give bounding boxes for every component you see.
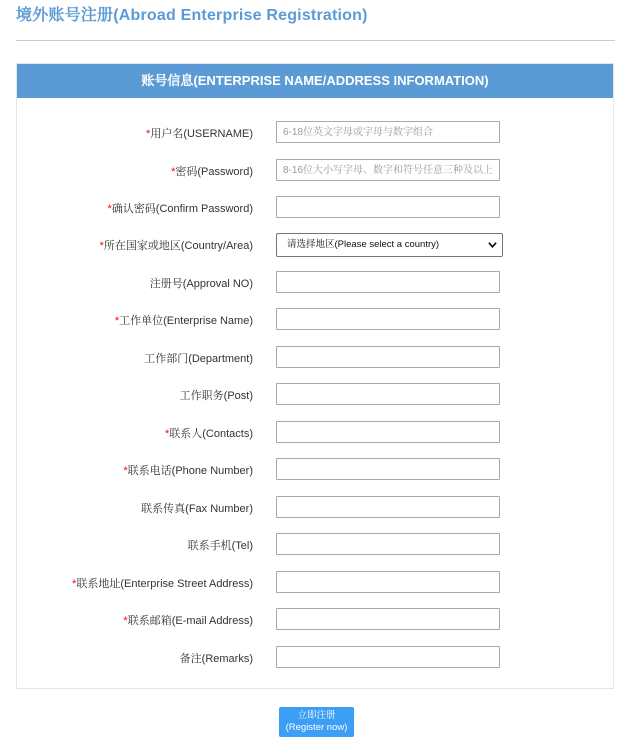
required-mark: * [171,166,176,178]
password-label: *密码(Password) [171,166,253,178]
contacts-input[interactable] [276,421,500,443]
password-row [17,159,613,183]
post-row [17,383,613,407]
address-input[interactable] [276,571,500,593]
title-divider [16,40,615,41]
department-label: 工作部门(Department) [144,353,253,365]
fax-input[interactable] [276,496,500,518]
required-mark: * [99,240,104,252]
country-row [17,233,613,257]
panel-header: 账号信息(ENTERPRISE NAME/ADDRESS INFORMATION) [17,64,613,98]
fax-label: 联系传真(Fax Number) [141,503,253,515]
required-mark: * [72,578,77,590]
country-select[interactable] [276,233,503,257]
tel-input[interactable] [276,533,500,555]
password-input[interactable] [276,159,500,181]
remarks-row [17,646,613,670]
register-button-label: 立即注册 [297,710,336,721]
tel-label: 联系手机(Tel) [187,540,253,552]
remarks-label: 备注(Remarks) [179,653,253,665]
department-row [17,346,613,370]
department-input[interactable] [276,346,500,368]
approval-no-input[interactable] [276,271,500,293]
email-label: *联系邮箱(E-mail Address) [123,615,253,627]
username-label: *用户名(USERNAME) [146,128,253,140]
country-label: *所在国家或地区(Country/Area) [99,240,253,252]
confirm-password-row [17,196,613,220]
username-input[interactable] [276,121,500,143]
address-label: *联系地址(Enterprise Street Address) [72,578,253,590]
required-mark: * [146,128,151,140]
enterprise-name-label: *工作单位(Enterprise Name) [114,315,253,327]
phone-input[interactable] [276,458,500,480]
confirm-password-input[interactable] [276,196,500,218]
enterprise-name-row [17,308,613,332]
email-input[interactable] [276,608,500,630]
post-label: 工作职务(Post) [179,390,253,402]
remarks-input[interactable] [276,646,500,668]
tel-row [17,533,613,557]
country-selected-value: 请选择地区(Please select a country) [287,239,440,250]
phone-label: *联系电话(Phone Number) [123,465,253,477]
registration-form-panel [16,63,614,689]
page-title: 境外账号注册(Abroad Enterprise Registration) [16,7,368,24]
enterprise-name-input[interactable] [276,308,500,330]
phone-row [17,458,613,482]
chevron-down-icon [488,241,497,249]
approval-no-label: 注册号(Approval NO) [149,278,253,290]
confirm-password-label: *确认密码(Confirm Password) [107,203,253,215]
fax-row [17,496,613,520]
post-input[interactable] [276,383,500,405]
register-button-sublabel: (Register now) [285,722,348,733]
required-mark: * [123,615,128,627]
email-row [17,608,613,632]
contacts-label: *联系人(Contacts) [164,428,253,440]
required-mark: * [107,203,112,215]
username-row [17,121,613,145]
approval-no-row [17,271,613,295]
required-mark: * [123,465,128,477]
address-row [17,571,613,595]
contacts-row [17,421,613,445]
register-button[interactable] [279,707,354,737]
required-mark: * [164,428,170,440]
required-mark: * [114,315,120,327]
